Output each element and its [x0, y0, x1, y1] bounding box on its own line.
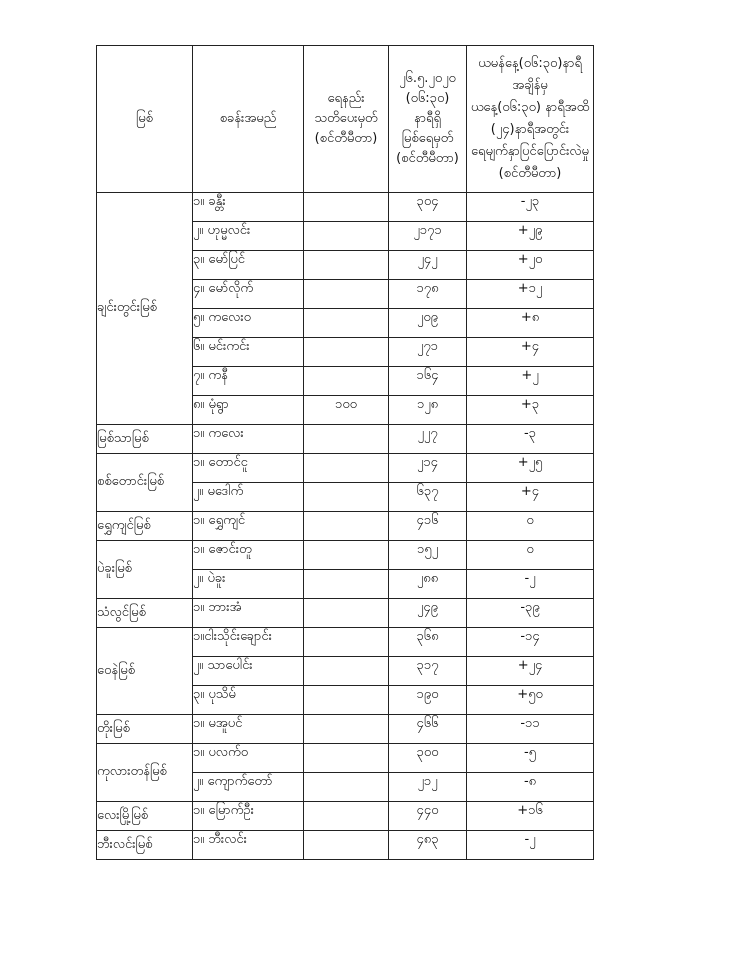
water-level: ၆၃၇ [389, 483, 467, 512]
station-name: ၁။ ပလက်ဝ [193, 744, 304, 773]
danger-level [304, 773, 389, 802]
header-station: စခန်းအမည် [193, 46, 304, 193]
level-change: +၄ [467, 338, 594, 367]
station-name: ၅။ ကလေးဝ [193, 309, 304, 338]
water-level: ၁၉၀ [389, 686, 467, 715]
river-name: ဘီးလင်းမြစ် [97, 831, 193, 860]
header-row [97, 46, 594, 193]
water-level: ၁၆၄ [389, 367, 467, 396]
table-row [97, 744, 594, 773]
danger-level [304, 367, 389, 396]
danger-level [304, 686, 389, 715]
level-change: +၂ [467, 367, 594, 396]
river-name: ဝေနဲမြစ် [97, 628, 193, 715]
level-change: +၂၉ [467, 222, 594, 251]
water-level: ၂၁၂ [389, 773, 467, 802]
danger-level [304, 222, 389, 251]
river-name: သံလွင်မြစ် [97, 599, 193, 628]
water-level: ၂၂၇ [389, 425, 467, 454]
water-level: ၂၄၉ [389, 599, 467, 628]
water-level: ၃၆၈ [389, 628, 467, 657]
level-change: +၂၅ [467, 454, 594, 483]
station-name: ၂။ ကျောက်တော် [193, 773, 304, 802]
river-name: ကုလားတန်မြစ် [97, 744, 193, 802]
level-change: ၀ [467, 512, 594, 541]
station-name: ၁။ ရွှေကျင် [193, 512, 304, 541]
water-level: ၁၇၈ [389, 280, 467, 309]
water-level: ၄၈၃ [389, 831, 467, 860]
level-change: -၃၉ [467, 599, 594, 628]
table-row [97, 802, 594, 831]
water-level: ၃၀၄ [389, 193, 467, 222]
water-level: ၃၀၀ [389, 744, 467, 773]
danger-level [304, 657, 389, 686]
table-row [97, 628, 594, 657]
table-row [97, 599, 594, 628]
station-name: ၂။ မဒေါက် [193, 483, 304, 512]
station-name: ၃။ ပုသိမ် [193, 686, 304, 715]
danger-level [304, 280, 389, 309]
water-level: ၂၁၄ [389, 454, 467, 483]
danger-level [304, 309, 389, 338]
station-name: ၁။ငါးသိုင်းချောင်း [193, 628, 304, 657]
level-change: +၂၄ [467, 657, 594, 686]
station-name: ၁။ မအူပင် [193, 715, 304, 744]
danger-level [304, 715, 389, 744]
level-change: ၀ [467, 541, 594, 570]
water-level-table [96, 45, 594, 860]
header-level-change: ယမန်နေ့(၀၆:၃၀)နာရီအချိန်မှ ယနေ့(၀၆:၃၀) နာရီအထိ (၂၄)နာရီအတွင်း ရေမျက်နှာပြင်ပြောင်းလဲမှု (စင်တီမီတာ) [467, 46, 594, 193]
table-row [97, 715, 594, 744]
level-change: +၂၀ [467, 251, 594, 280]
station-name: ၂။ ဟုမ္မလင်း [193, 222, 304, 251]
station-name: ၄။ မော်လိုက် [193, 280, 304, 309]
station-name: ၁။ ဇောင်းတူ [193, 541, 304, 570]
river-name: တိုးမြစ် [97, 715, 193, 744]
table-row [97, 831, 594, 860]
water-level: ၂၇၁ [389, 338, 467, 367]
danger-level [304, 512, 389, 541]
header-river: မြစ် [97, 46, 193, 193]
level-change: -၂ [467, 570, 594, 599]
river-name: လေးမြို့မြစ် [97, 802, 193, 831]
level-change: -၂၃ [467, 193, 594, 222]
danger-level [304, 628, 389, 657]
river-name: ရွှေကျင်မြစ် [97, 512, 193, 541]
station-name: ၇။ ကနီ [193, 367, 304, 396]
level-change: +၄ [467, 483, 594, 512]
water-level: ၁၅၂ [389, 541, 467, 570]
danger-level [304, 425, 389, 454]
danger-level [304, 802, 389, 831]
level-change: -၁၁ [467, 715, 594, 744]
table-row [97, 512, 594, 541]
station-name: ၁။ ဘီးလင်း [193, 831, 304, 860]
table-row [97, 541, 594, 570]
level-change: +၁၆ [467, 802, 594, 831]
station-name: ၁။ ဘားအံ [193, 599, 304, 628]
table-row [97, 454, 594, 483]
danger-level [304, 338, 389, 367]
danger-level [304, 483, 389, 512]
station-name: ၁။ တောင်ငူ [193, 454, 304, 483]
danger-level [304, 251, 389, 280]
danger-level: ၁၀၀ [304, 396, 389, 425]
danger-level [304, 193, 389, 222]
water-level: ၂၄၂ [389, 251, 467, 280]
river-name: ပဲခူးမြစ် [97, 541, 193, 599]
header-danger-level: ရေနည်း သတိပေးမှတ် (စင်တီမီတာ) [304, 46, 389, 193]
river-name: မြစ်သာမြစ် [97, 425, 193, 454]
level-change: -၃ [467, 425, 594, 454]
water-level: ၂၀၉ [389, 309, 467, 338]
water-level: ၄၄၀ [389, 802, 467, 831]
station-name: ၃။ မော်ပြင် [193, 251, 304, 280]
station-name: ၁။ ခန္တီး [193, 193, 304, 222]
station-name: ၆။ မင်းကင်း [193, 338, 304, 367]
river-name: စစ်တောင်းမြစ် [97, 454, 193, 512]
danger-level [304, 454, 389, 483]
danger-level [304, 744, 389, 773]
level-change: +၃ [467, 396, 594, 425]
station-name: ၁။ မြောက်ဦး [193, 802, 304, 831]
water-level: ၄၆၆ [389, 715, 467, 744]
danger-level [304, 599, 389, 628]
table-row [97, 425, 594, 454]
water-level: ၂၁၇၁ [389, 222, 467, 251]
level-change: +၅၀ [467, 686, 594, 715]
level-change: +၈ [467, 309, 594, 338]
water-level: ၁၂၈ [389, 396, 467, 425]
level-change: -၂ [467, 831, 594, 860]
water-level: ၃၁၇ [389, 657, 467, 686]
station-name: ၈။ မုံရွာ [193, 396, 304, 425]
water-level: ၄၁၆ [389, 512, 467, 541]
table-row [97, 193, 594, 222]
level-change: -၈ [467, 773, 594, 802]
danger-level [304, 541, 389, 570]
station-name: ၁။ ကလေး [193, 425, 304, 454]
danger-level [304, 831, 389, 860]
level-change: -၅ [467, 744, 594, 773]
header-water-level: ၂၆.၅.၂၀၂၀ (၀၆:၃၀) နာရီရှိ မြစ်ရေမှတ် (စင်တီမီတာ) [389, 46, 467, 193]
level-change: -၁၄ [467, 628, 594, 657]
station-name: ၂။ ပဲခူး [193, 570, 304, 599]
station-name: ၂။ သာပေါင်း [193, 657, 304, 686]
danger-level [304, 570, 389, 599]
level-change: +၁၂ [467, 280, 594, 309]
water-level: ၂၈၈ [389, 570, 467, 599]
river-name: ချင်းတွင်းမြစ် [97, 193, 193, 425]
